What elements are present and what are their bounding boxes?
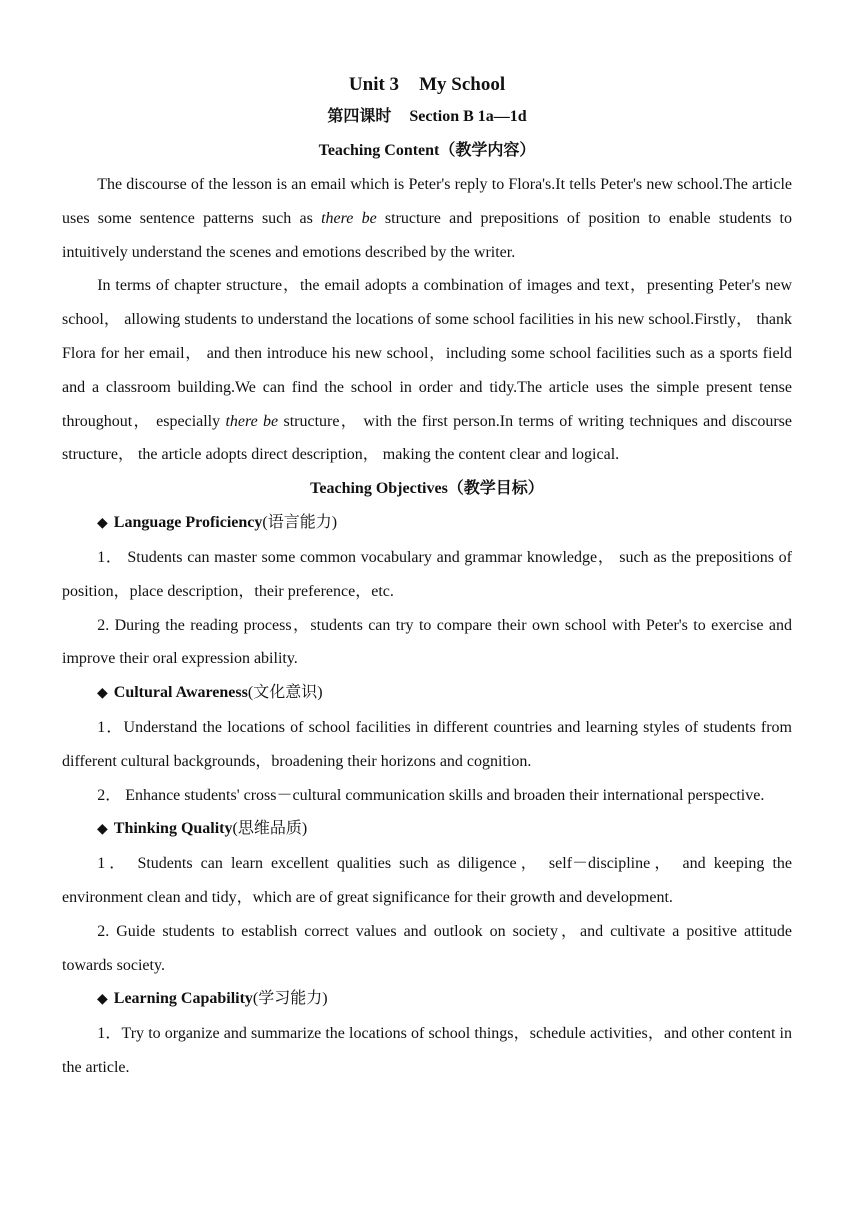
diamond-bullet-icon: ◆ <box>97 515 108 532</box>
objective-section-title <box>62 676 792 711</box>
objective-item: 1． Students can master some common vocabulary and grammar knowledge， such as the prepositions of position，place description，their preference，etc. <box>62 548 792 600</box>
objective-section-title-cn: (文化意识) <box>247 684 323 702</box>
document-content <box>62 70 792 1085</box>
objective-section-title <box>62 506 792 541</box>
paragraph-emphasis: there be <box>321 209 377 227</box>
objective-item: 2． Enhance students' cross－cultural communication skills and broaden their international perspective. <box>97 786 765 804</box>
paragraph-text: The discourse of the lesson is an email which is Peter's reply to Flora's.It tells Peter's new school.The article uses some sentence patterns such as <box>62 176 792 227</box>
diamond-bullet-icon: ◆ <box>97 685 108 702</box>
content-paragraph-2 <box>62 269 792 472</box>
objective-section-title-en: Learning Capability <box>113 990 253 1008</box>
objective-section-title-en: Thinking Quality <box>113 820 233 838</box>
teaching-content-heading-cn: （教学内容） <box>439 142 536 159</box>
teaching-objectives-heading-cn: （教学目标） <box>447 480 544 498</box>
objective-item: 2. Guide students to establish correct values and outlook on society，and cultivate a positive attitude towards society. <box>62 922 792 974</box>
paragraph-text: structure， with the first person.In terms of writing techniques and discourse structure， the article adopts direct description， making the content clear and logical. <box>62 412 792 464</box>
content-paragraph-1 <box>62 168 792 269</box>
objective-section-title-cn: (学习能力) <box>252 990 328 1008</box>
unit-name: My School <box>419 74 506 95</box>
paragraph-text: structure and prepositions of position to enable students to intuitively understand the scenes and emotions described by the writer. <box>62 209 792 261</box>
unit-title <box>62 70 792 100</box>
paragraph-emphasis: there be <box>225 412 279 430</box>
teaching-content-heading <box>62 134 792 168</box>
lesson-subtitle <box>62 100 792 134</box>
objective-section-title-cn: (语言能力) <box>262 514 338 532</box>
lesson-period: 第四课时 <box>327 108 392 125</box>
teaching-content-heading-en: Teaching Content <box>318 142 440 159</box>
teaching-objectives-heading <box>62 472 792 506</box>
objective-section-title-en: Language Proficiency <box>113 514 263 532</box>
teaching-objectives-heading-en: Teaching Objectives <box>310 480 448 498</box>
diamond-bullet-icon: ◆ <box>97 991 108 1008</box>
lesson-section: Section B 1a—1d <box>409 108 527 125</box>
objective-section-title-en: Cultural Awareness <box>113 684 248 702</box>
objective-section-title-cn: (思维品质) <box>232 820 308 838</box>
objective-section-title <box>62 982 792 1017</box>
paragraph-text: In terms of chapter structure，the email adopts a combination of images and text，presenting Peter's new school， allowing students to understand the locations of some school facilities in his new school.Firstly， thank Flora for her email， and then introduce his new school，including some school facilities such as a sports field and a classroom building.We can find the school in order and tidy.The article uses the simple present tense throughout， especially <box>62 277 793 430</box>
objective-section-title <box>62 812 792 847</box>
objective-item: 1．Understand the locations of school facilities in different countries and learning styles of students from different cultural backgrounds，broadening their horizons and cognition. <box>62 718 792 770</box>
objective-item: 1．Try to organize and summarize the locations of school things，schedule activities，and other content in the article. <box>62 1025 792 1076</box>
objective-item: 2. During the reading process，students can try to compare their own school with Peter's to exercise and improve their oral expression ability. <box>62 616 792 668</box>
objective-item: 1． Students can learn excellent qualities such as diligence， self－discipline， and keeping the environment clean and tidy，which are of great significance for their growth and development. <box>62 855 792 906</box>
unit-number: Unit 3 <box>348 74 400 95</box>
diamond-bullet-icon: ◆ <box>97 821 108 838</box>
